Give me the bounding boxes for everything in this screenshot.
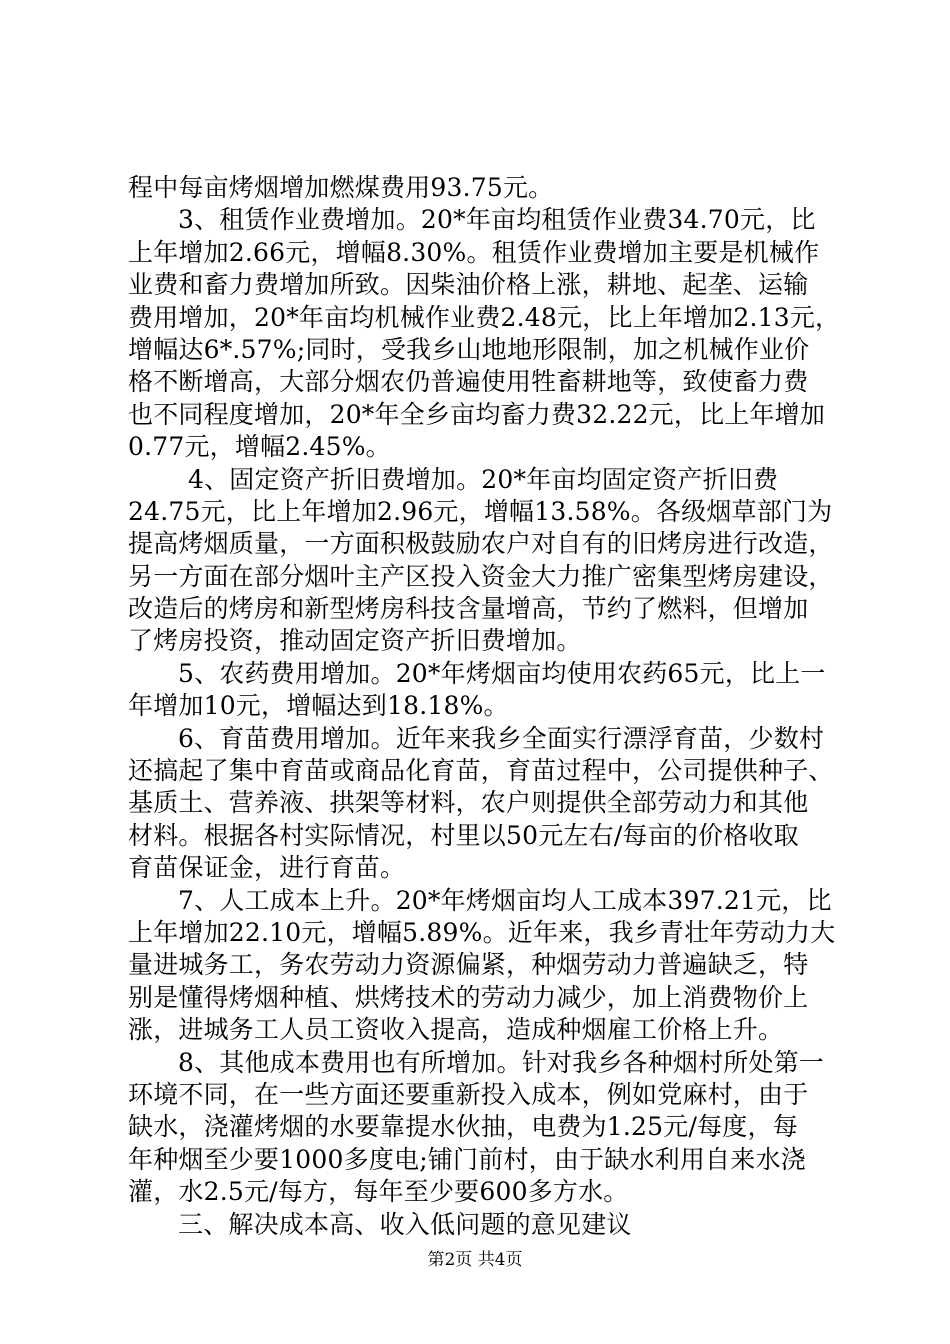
text-line: 别是懂得烤烟种植、烘烤技术的劳动力减少，加上消费物价上 [128,982,809,1012]
document-body [128,172,841,1241]
text-line: 3、租赁作业费增加。20*年亩均租赁作业费34.70元，比 [178,205,816,235]
text-line: 7、人工成本上升。20*年烤烟亩均人工成本397.21元，比 [178,885,832,915]
text-line: 了烤房投资，推动固定资产折旧费增加。 [128,626,582,656]
text-line: 另一方面在部分烟叶主产区投入资金大力推广密集型烤房建设， [128,561,834,591]
text-line: 还搞起了集中育苗或商品化育苗，育苗过程中，公司提供种子、 [128,756,834,786]
text-line: 增幅达6*.57%;同时，受我乡山地地形限制，加之机械作业价 [128,334,810,364]
text-line: 缺水，浇灌烤烟的水要靠提水伙抽，电费为1.25元/每度，每 [128,1112,798,1142]
text-line: 8、其他成本费用也有所增加。针对我乡各种烟村所处第一 [178,1047,825,1077]
section-heading: 三、解决成本高、收入低问题的意见建议 [178,1209,632,1239]
text-line: 基质土、营养液、拱架等材料，农户则提供全部劳动力和其他 [128,788,809,818]
text-line: 年种烟至少要1000多度电;铺门前村，由于缺水利用自来水浇 [128,1144,806,1174]
text-line: 6、育苗费用增加。近年来我乡全面实行漂浮育苗，少数村 [178,723,825,753]
text-line: 环境不同，在一些方面还要重新投入成本，例如党麻村，由于 [128,1079,809,1109]
text-line: 也不同程度增加，20*年全乡亩均畜力费32.22元，比上年增加 [128,399,826,429]
text-line: 0.77元，增幅2.45%。 [128,432,391,462]
text-line: 灌，水2.5元/每方，每年至少要600多方水。 [128,1177,629,1207]
text-line: 改造后的烤房和新型烤房科技含量增高，节约了燃料，但增加 [128,594,809,624]
text-line: 上年增加22.10元，增幅5.89%。近年来，我乡青壮年劳动力大 [128,917,836,947]
text-line: 24.75元，比上年增加2.96元，增幅13.58%。各级烟草部门为 [128,496,833,526]
page-number-footer: 第2页 共4页 [427,1250,523,1270]
text-line: 4、固定资产折旧费增加。20*年亩均固定资产折旧费 [188,464,779,494]
text-line: 上年增加2.66元，增幅8.30%。租赁作业费增加主要是机械作 [128,237,820,267]
text-line: 涨，进城务工人员工资收入提高，造成种烟雇工价格上升。 [128,1015,784,1045]
text-line: 量进城务工，务农劳动力资源偏紧，种烟劳动力普遍缺乏，特 [128,950,809,980]
text-line: 程中每亩烤烟增加燃煤费用93.75元。 [128,173,554,202]
text-line: 费用增加，20*年亩均机械作业费2.48元，比上年增加2.13元， [128,302,841,332]
text-line: 格不断增高，大部分烟农仍普遍使用牲畜耕地等，致使畜力费 [128,367,809,397]
text-line: 业费和畜力费增加所致。因柴油价格上涨，耕地、起垄、运输 [128,270,809,300]
text-line: 年增加10元，增幅达到18.18%。 [128,691,509,721]
text-line: 育苗保证金，进行育苗。 [128,853,406,883]
text-line: 5、农药费用增加。20*年烤烟亩均使用农药65元，比上一 [178,658,826,688]
text-line: 材料。根据各村实际情况，村里以50元左右/每亩的价格收取 [128,820,799,850]
text-line: 提高烤烟质量，一方面积极鼓励农户对自有的旧烤房进行改造， [128,529,834,559]
